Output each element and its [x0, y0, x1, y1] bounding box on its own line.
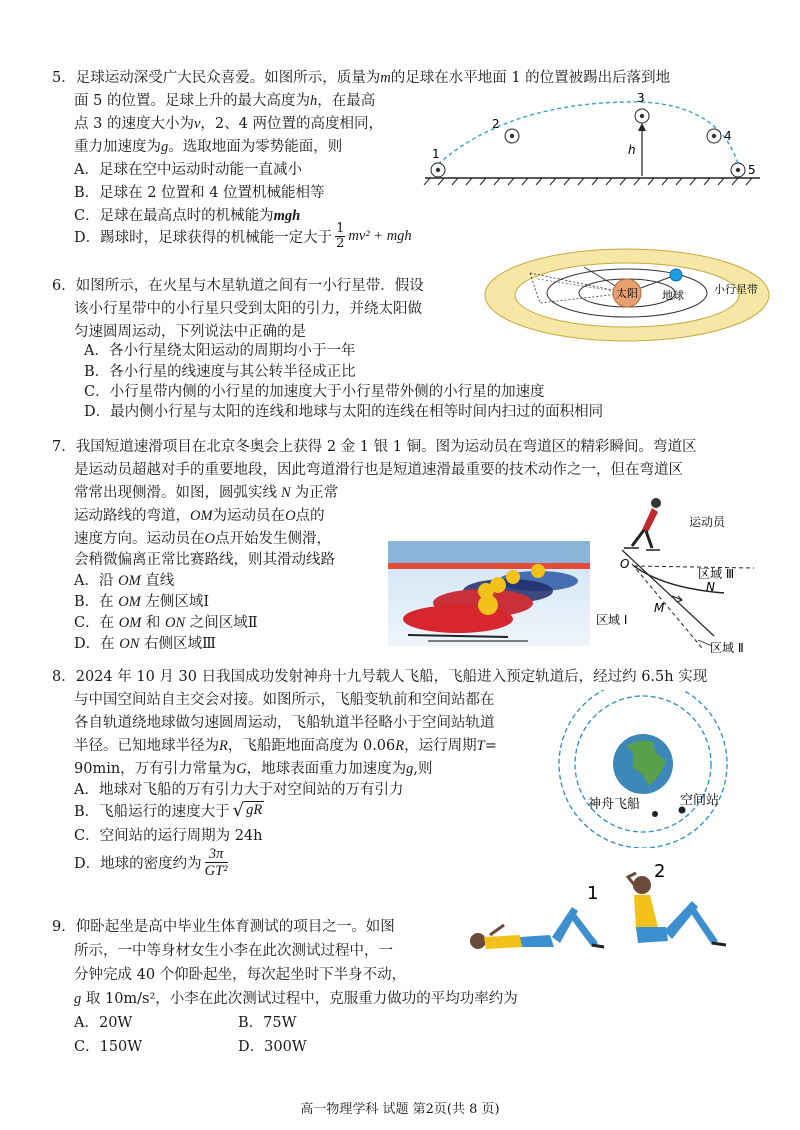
position-label-5: 5	[748, 163, 756, 177]
opt-text: 和	[145, 615, 161, 631]
opt-text: 直线	[145, 573, 175, 589]
woman-sitting-icon	[628, 873, 726, 945]
var-o: O	[285, 508, 296, 524]
q5-option-c-math: mgh	[273, 208, 301, 224]
opt-text: A．沿	[74, 573, 114, 589]
q7-stem-line4	[74, 506, 325, 526]
fraction-numerator: 3π	[205, 846, 228, 863]
q8-stem-line5	[74, 759, 433, 779]
q6-text: 如图所示，在火星与木星轨道之间有一小行星带．假设	[75, 278, 424, 294]
skater-icon	[624, 498, 661, 550]
q6-stem-line3: 匀速圆周运动，下列说法中正确的是	[74, 324, 306, 340]
woman-lying-icon	[470, 907, 604, 949]
q5-text: 重力加速度为	[74, 139, 161, 155]
var-om: OM	[118, 594, 141, 610]
q8-option-d-text: D．地球的密度约为	[74, 856, 202, 872]
q8-text: ，飞船距地面高度为 0.06	[227, 738, 396, 754]
q8-option-b-text: B．飞船运行的速度大于	[74, 804, 230, 820]
q7-option-b[interactable]	[74, 592, 209, 612]
pose-label-1: 1	[587, 883, 599, 904]
q6-option-b[interactable]: B．各小行星的线速度与其公转半径成正比	[84, 364, 356, 380]
q9-option-a[interactable]: A．20W	[74, 1015, 133, 1031]
q8-text: 90min，万有引力常量为	[74, 761, 237, 777]
q5-option-d-text: D．踢球时，足球获得的机械能一定大于	[74, 230, 333, 246]
region-iii-label: 区域 Ⅲ	[698, 567, 735, 581]
sun-label: 太阳	[616, 287, 638, 300]
q8-text: ,则	[413, 761, 433, 777]
fraction-numerator: 1	[336, 221, 345, 236]
q5-text: 面 5 的位置。足球上升的最大高度为	[74, 93, 310, 109]
q5-option-a[interactable]: A．足球在空中运动时动能一直减小	[74, 162, 302, 178]
var-v: v	[193, 116, 201, 132]
region-ii-label: 区域 Ⅱ	[710, 641, 744, 655]
q9-situp-figure	[460, 855, 750, 965]
sqrt-icon: √	[232, 800, 245, 821]
var-om: OM	[190, 508, 213, 524]
page-footer: 高一物理学科 试题 第2页(共 8 页)	[300, 1102, 500, 1117]
athlete-label: 运动员	[689, 515, 726, 529]
point-o-label: O	[620, 557, 630, 571]
q7-curve-diagram	[594, 488, 784, 663]
fraction-denominator: 2	[336, 236, 345, 251]
var-r: R	[395, 738, 405, 754]
density-fraction	[205, 846, 228, 879]
var-o: O	[204, 531, 215, 547]
q8-stem-line3: 各自轨道绕地球做匀速圆周运动，飞船轨道半径略小于空间站轨道	[74, 715, 495, 731]
q7-text: 点开始发生侧滑，	[214, 531, 331, 547]
q7-option-d[interactable]	[74, 634, 216, 654]
var-t: T	[476, 738, 485, 754]
football-icon	[431, 109, 745, 177]
var-g: g	[74, 991, 82, 1007]
q5-stem-line4	[74, 137, 342, 157]
opt-text: 之间区域Ⅱ	[189, 615, 258, 631]
q5-option-b[interactable]: B．足球在 2 位置和 4 位置机械能相等	[74, 185, 325, 201]
q5-option-c-text: C．足球在最高点时的机械能为	[74, 208, 274, 224]
var-om: OM	[118, 615, 142, 631]
q6-option-d[interactable]: D．最内侧小行星与太阳的连线和地球与太阳的连线在相等时间内扫过的面积相同	[84, 404, 604, 420]
on-dashed	[632, 564, 702, 648]
var-on: ON	[165, 615, 186, 631]
om-line	[622, 550, 714, 636]
q5-number: 5．	[52, 70, 76, 86]
q7-option-a[interactable]	[74, 571, 174, 591]
speed-skating-photo	[388, 541, 590, 646]
var-g: g	[406, 761, 414, 777]
q8-option-b[interactable]	[74, 800, 264, 821]
q6-option-a[interactable]: A．各小行星绕太阳运动的周期均小于一年	[84, 343, 356, 359]
fraction-half	[335, 222, 345, 251]
q8-stem-line1	[52, 667, 707, 687]
q7-text: 点的	[295, 508, 325, 524]
q5-option-d-math: mv² + mgh	[348, 228, 412, 244]
var-n: N	[281, 485, 291, 501]
point-n-label: N	[706, 580, 715, 594]
q5-option-d[interactable]	[74, 222, 412, 251]
q5-stem-line2	[74, 91, 375, 111]
q5-text: ，在最高	[317, 93, 376, 109]
region-i-label: 区域 Ⅰ	[596, 613, 628, 627]
q8-text: =	[484, 738, 497, 754]
q9-stem-line2: 所示，一中等身材女生小李在此次测试过程中，一	[74, 943, 393, 959]
earth-icon	[670, 269, 682, 281]
q8-option-c[interactable]: C．空间站的运行周期为 24h	[74, 828, 263, 844]
q9-text: 仰卧起坐是高中毕业生体育测试的项目之一。如图	[75, 919, 395, 935]
q5-stem-line1	[52, 68, 670, 88]
q7-option-c[interactable]	[74, 613, 258, 633]
q6-stem-line2: 该小行星带中的小行星只受到太阳的引力，并绕太阳做	[74, 301, 422, 317]
earth-label: 地球	[662, 289, 684, 302]
q9-option-c[interactable]: C．150W	[74, 1039, 143, 1055]
opt-text: C．在	[74, 615, 115, 631]
q8-stem-line4	[74, 736, 497, 756]
region-iii-boundary	[634, 566, 754, 568]
var-h: h	[309, 93, 318, 109]
q8-text: ，地球表面重力加速度为	[246, 761, 407, 777]
q5-text: 的足球在水平地面 1 的位置被踢出后落到地	[390, 70, 671, 86]
q7-text: 为正常	[294, 485, 339, 501]
q9-option-d[interactable]: D．300W	[238, 1039, 307, 1055]
q7-number: 7．	[52, 439, 76, 455]
ground-hatch	[424, 178, 752, 185]
q8-text: 2024 年 10 月 30 日我国成功发射神舟十九号载人飞船，飞船进入预定轨道后，经过约 6.5h 实现	[75, 669, 708, 685]
q5-stem-line3	[74, 114, 383, 134]
var-on: ON	[119, 636, 140, 652]
q5-football-figure	[420, 92, 765, 187]
q7-stem-line2: 是运动员超越对手的重要地段，因此弯道滑行也是短道速滑最重要的技术动作之一，但在弯道区	[74, 462, 683, 478]
fraction-denominator: GT²	[204, 863, 228, 879]
q7-text: 为运动员在	[212, 508, 286, 524]
var-r: R	[219, 738, 228, 754]
q7-text: 我国短道速滑项目在北京冬奥会上获得 2 金 1 银 1 铜。图为运动员在弯道区的精彩瞬间。弯道区	[75, 439, 697, 455]
q8-option-a[interactable]: A．地球对飞船的万有引力大于对空间站的万有引力	[74, 782, 404, 798]
q9-stem-line3: 分钟完成 40 个仰卧起坐，每次起坐时下半身不动，	[74, 967, 407, 983]
q5-text: 。选取地面为零势能面，则	[168, 139, 343, 155]
position-label-3: 3	[637, 92, 645, 105]
q5-text: 足球运动深受广大民众喜爱。如图所示，质量为	[75, 70, 381, 86]
q7-stem-line1	[52, 437, 697, 457]
station-label: 空间站	[680, 793, 720, 808]
var-m: m	[380, 70, 391, 86]
opt-text: 左侧区域Ⅰ	[145, 594, 210, 610]
q8-number: 8．	[52, 669, 76, 685]
q9-stem-line1	[52, 917, 395, 937]
point-m-label: M	[654, 601, 665, 615]
ship-dot	[652, 811, 658, 817]
q8-text: ，运行周期	[404, 738, 477, 754]
position-label-1: 1	[432, 147, 440, 161]
position-label-2: 2	[492, 117, 500, 131]
q7-stem-line5	[74, 529, 331, 549]
q7-text: 常常出现侧滑。如图，圆弧实线	[74, 485, 277, 501]
q7-text: 速度方向。运动员在	[74, 531, 205, 547]
q9-number: 9．	[52, 919, 76, 935]
opt-text: B．在	[74, 594, 114, 610]
q6-asteroid-belt-figure	[482, 245, 772, 345]
q8-option-d[interactable]	[74, 846, 228, 879]
ship-label: 神舟飞船	[588, 797, 641, 812]
q6-stem-line1	[52, 276, 424, 296]
q5-text: 点 3 的速度大小为	[74, 116, 194, 132]
q8-text: 半径。已知地球半径为	[74, 738, 219, 754]
opt-text: D．在	[74, 636, 115, 652]
q6-option-c[interactable]: C．小行星带内侧的小行星的加速度大于小行星带外侧的小行星的加速度	[84, 384, 545, 400]
var-G: G	[236, 761, 247, 777]
q8-stem-line2: 与中国空间站自主交会对接。如图所示，飞船变轨前和空间站都在	[74, 692, 495, 708]
opt-text: 右侧区域Ⅲ	[144, 636, 216, 652]
q5-text: ，2、4 两位置的高度相同，	[200, 116, 383, 132]
height-label: h	[628, 143, 636, 157]
q9-stem-line4	[74, 989, 518, 1009]
var-g: g	[161, 139, 169, 155]
q6-number: 6．	[52, 278, 76, 294]
q9-option-b[interactable]: B．75W	[238, 1015, 297, 1031]
trajectory-curve	[438, 102, 738, 164]
q7-stem-line3	[74, 483, 338, 503]
q8-option-b-math: gR	[246, 802, 263, 818]
q8-orbit-figure	[548, 690, 756, 848]
var-om: OM	[118, 573, 141, 589]
position-label-4: 4	[724, 129, 732, 143]
q9-text: 取 10m/s²，小李在此次测试过程中，克服重力做功的平均功率约为	[85, 991, 518, 1007]
belt-label: 小行星带	[714, 283, 758, 296]
q7-text: 运动路线的弯道，	[74, 508, 190, 524]
q7-stem-line6: 会稍微偏离正常比赛路线，则其滑动线路	[74, 552, 335, 568]
pose-label-2: 2	[654, 861, 666, 882]
